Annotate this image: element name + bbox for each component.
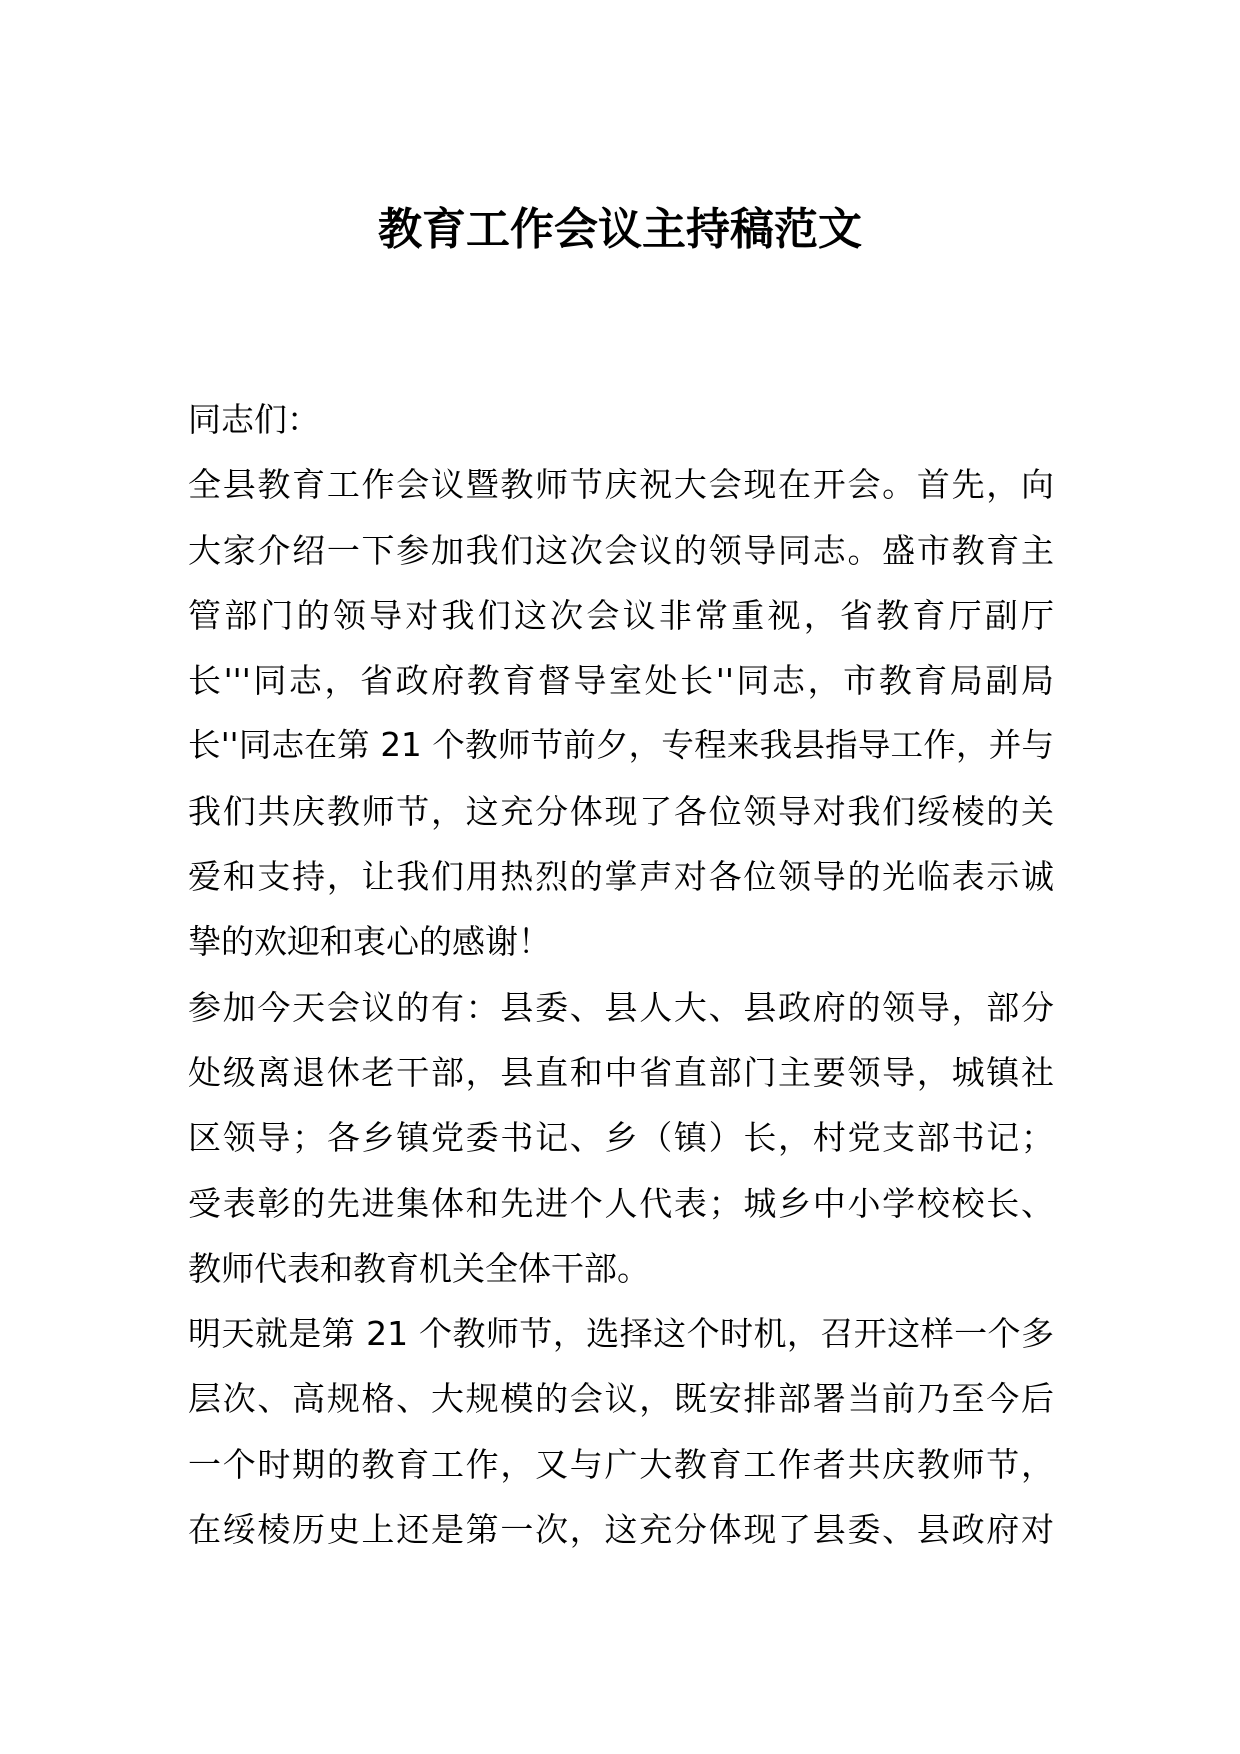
body-line: 在绥棱历史上还是第一次，这充分体现了县委、县政府对 (188, 1510, 1054, 1550)
body-line: 爱和支持，让我们用热烈的掌声对各位领导的光临表示诚 (188, 857, 1054, 897)
body-line: 层次、高规格、大规模的会议，既安排部署当前乃至今后 (188, 1379, 1054, 1419)
body-line: 长''同志在第 21 个教师节前夕，专程来我县指导工作，并与 (188, 726, 1054, 765)
body-line: 长'''同志，省政府教育督导室处长''同志，市教育局副局 (188, 661, 1054, 701)
body-line: 教师代表和教育机关全体干部。 (188, 1248, 650, 1288)
body-line: 挚的欢迎和衷心的感谢！ (188, 922, 551, 962)
body-line: 大家介绍一下参加我们这次会议的领导同志。盛市教育主 (188, 530, 1054, 570)
body-line: 全县教育工作会议暨教师节庆祝大会现在开会。首先，向 (188, 465, 1054, 505)
body-line: 受表彰的先进集体和先进个人代表；城乡中小学校校长、 (188, 1183, 1054, 1223)
body-line: 明天就是第 21 个教师节，选择这个时机，召开这样一个多 (188, 1314, 1054, 1354)
body-line: 参加今天会议的有：县委、县人大、县政府的领导，部分 (188, 987, 1054, 1027)
document-body (188, 387, 1054, 1562)
body-line: 管部门的领导对我们这次会议非常重视，省教育厅副厅 (188, 595, 1054, 635)
body-line: 区领导；各乡镇党委书记、乡（镇）长，村党支部书记； (188, 1118, 1054, 1158)
body-line: 同志们： (188, 400, 320, 439)
body-line: 处级离退休老干部，县直和中省直部门主要领导，城镇社 (188, 1052, 1054, 1092)
document-title: 教育工作会议主持稿范文 (378, 204, 862, 255)
body-line: 一个时期的教育工作，又与广大教育工作者共庆教师节， (188, 1444, 1054, 1484)
body-line: 我们共庆教师节，这充分体现了各位领导对我们绥棱的关 (188, 791, 1054, 831)
